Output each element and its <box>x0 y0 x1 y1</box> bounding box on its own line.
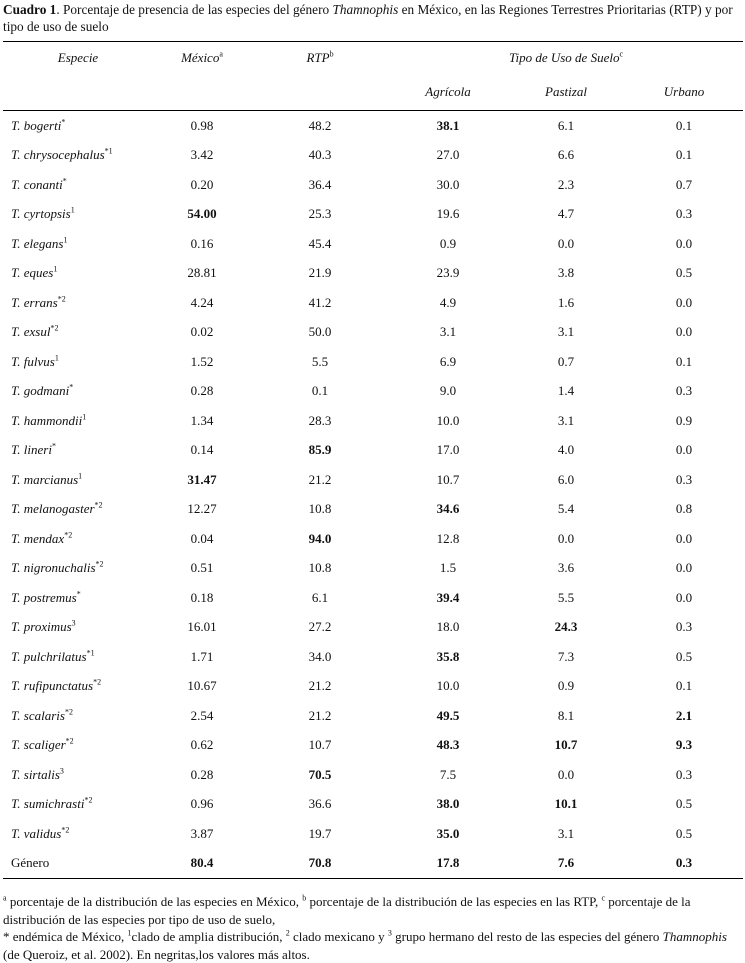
species-name: T. elegans$^1$ <box>11 235 68 251</box>
species-name: T. bogerti* <box>11 117 66 133</box>
cell-agricola: 0.9 <box>439 235 457 251</box>
cell-rtp: 10.8 <box>308 501 332 517</box>
footnote-line-1: $^a$ porcentaje de la distribución de las especies en México, $^b$ porcentaje de la distribución de las especies en las RTP, $^c$ porcentaje de la distribución de las especies por tipo de uso de suelo, <box>3 893 691 927</box>
species-table <box>3 41 743 879</box>
cell-mexico: 0.20 <box>190 176 214 192</box>
cell-urbano: 0.5 <box>675 265 693 281</box>
cell-rtp: 28.3 <box>308 412 332 428</box>
table-row <box>3 259 743 289</box>
table-row <box>3 347 743 377</box>
cell-urbano: 0.5 <box>675 796 693 812</box>
footnote-line-2: * endémica de México, $^1$clado de amplia distribución, $^2$ clado mexicano y $^3$ grupo hermano del resto de las especies del género Thamnophis (de Queroiz, et al. 2002). En negritas,los valores más altos. <box>3 928 727 962</box>
cell-agricola: 38.1 <box>436 117 460 133</box>
cell-agricola: 6.9 <box>439 353 457 369</box>
cell-pastizal: 4.0 <box>557 442 575 458</box>
species-name: Género <box>3 849 153 879</box>
cell-urbano: 0.1 <box>675 353 693 369</box>
species-name: T. eques$^1$ <box>11 264 58 281</box>
species-name: T. mendax$^{*2}$ <box>11 530 73 546</box>
cell-rtp: 36.4 <box>308 176 332 192</box>
cell-rtp: 27.2 <box>308 619 332 635</box>
cell-agricola: 10.0 <box>436 412 460 428</box>
table-row <box>3 495 743 525</box>
species-name: T. cyrtopsis$^1$ <box>11 205 75 222</box>
caption-label: Cuadro 1 <box>3 2 57 17</box>
cell-pastizal: 6.0 <box>557 471 575 487</box>
cell-mexico: 80.4 <box>153 849 251 879</box>
cell-urbano: 0.0 <box>675 294 693 310</box>
cell-pastizal: 2.3 <box>557 176 575 192</box>
table-row <box>3 524 743 554</box>
cell-mexico: 16.01 <box>187 619 217 635</box>
table-row <box>3 583 743 613</box>
cell-mexico: 4.24 <box>190 294 214 310</box>
cell-agricola: 39.4 <box>436 589 460 605</box>
cell-urbano: 0.3 <box>675 206 693 222</box>
cell-mexico: 10.67 <box>187 678 217 694</box>
cell-rtp: 19.7 <box>308 825 332 841</box>
cell-urbano: 0.3 <box>625 849 743 879</box>
header-tipo-uso: Tipo de Uso de Suelo$^c$ <box>389 42 743 75</box>
caption-genus: Thamnophis <box>332 2 399 17</box>
table-row <box>3 642 743 672</box>
table-row <box>3 229 743 259</box>
cell-urbano: 0.1 <box>675 678 693 694</box>
cell-agricola: 10.7 <box>436 471 460 487</box>
cell-agricola: 30.0 <box>436 176 460 192</box>
cell-agricola: 23.9 <box>436 265 460 281</box>
cell-urbano: 0.3 <box>675 383 693 399</box>
cell-urbano: 9.3 <box>675 737 693 753</box>
cell-agricola: 10.0 <box>436 678 460 694</box>
cell-mexico: 3.42 <box>190 147 214 163</box>
header-urbano: Urbano <box>625 74 743 111</box>
cell-mexico: 3.87 <box>190 825 214 841</box>
species-name: T. scaliger$^{*2}$ <box>11 736 74 753</box>
table-row <box>3 200 743 230</box>
cell-mexico: 31.47 <box>187 471 217 487</box>
cell-mexico: 0.62 <box>190 737 214 753</box>
cell-agricola: 17.0 <box>436 442 460 458</box>
footnotes <box>3 893 743 963</box>
cell-rtp: 21.2 <box>308 707 332 723</box>
cell-urbano: 2.1 <box>675 707 693 723</box>
header-rtp: RTP$^b$ <box>251 42 389 75</box>
cell-pastizal: 3.8 <box>557 265 575 281</box>
cell-rtp: 85.9 <box>308 442 332 458</box>
table-row <box>3 760 743 790</box>
cell-pastizal: 0.0 <box>557 235 575 251</box>
cell-rtp: 70.8 <box>251 849 389 879</box>
cell-urbano: 0.3 <box>675 471 693 487</box>
cell-mexico: 0.96 <box>190 796 214 812</box>
cell-agricola: 19.6 <box>436 206 460 222</box>
cell-agricola: 1.5 <box>439 560 457 576</box>
caption-text-2: en México, en las Regiones Terrestres Prioritarias (RTP) y por tipo de uso de suelo <box>3 2 733 34</box>
cell-urbano: 0.1 <box>675 147 693 163</box>
species-name: T. godmani* <box>11 382 74 399</box>
cell-rtp: 6.1 <box>311 589 329 605</box>
header-pastizal: Pastizal <box>507 74 625 111</box>
cell-urbano: 0.5 <box>675 648 693 664</box>
table-row <box>3 701 743 731</box>
cell-mexico: 0.98 <box>190 117 214 133</box>
cell-urbano: 0.0 <box>675 442 693 458</box>
cell-pastizal: 3.1 <box>557 324 575 340</box>
cell-mexico: 12.27 <box>187 501 217 517</box>
table-row <box>3 170 743 200</box>
species-name: T. sirtalis$^3$ <box>11 766 64 782</box>
species-name: T. lineri* <box>11 441 56 458</box>
cell-mexico: 1.71 <box>190 648 214 664</box>
cell-mexico: 0.28 <box>190 766 214 782</box>
cell-pastizal: 7.6 <box>507 849 625 879</box>
species-name: T. melanogaster$^{*2}$ <box>11 500 103 517</box>
cell-mexico: 0.28 <box>190 383 214 399</box>
cell-mexico: 1.52 <box>190 353 214 369</box>
cell-rtp: 36.6 <box>308 796 332 812</box>
cell-mexico: 0.18 <box>190 589 214 605</box>
cell-mexico: 54.00 <box>187 206 217 222</box>
cell-pastizal: 7.3 <box>557 648 575 664</box>
cell-rtp: 25.3 <box>308 206 332 222</box>
caption-text-1: . Porcentaje de presencia de las especies del género <box>56 2 333 17</box>
species-name: T. postremus* <box>11 589 81 605</box>
cell-pastizal: 3.6 <box>557 560 575 576</box>
cell-rtp: 41.2 <box>308 294 332 310</box>
table-row <box>3 613 743 643</box>
table-row <box>3 790 743 820</box>
table-row <box>3 672 743 702</box>
cell-agricola: 27.0 <box>436 147 460 163</box>
cell-agricola: 12.8 <box>436 530 460 546</box>
table-row <box>3 849 743 879</box>
cell-pastizal: 1.4 <box>557 383 575 399</box>
table-row <box>3 141 743 171</box>
cell-rtp: 21.9 <box>308 265 332 281</box>
cell-rtp: 21.2 <box>308 471 332 487</box>
table-row <box>3 436 743 466</box>
cell-urbano: 0.3 <box>675 766 693 782</box>
species-name: T. nigronuchalis$^{*2}$ <box>11 559 104 576</box>
cell-agricola: 9.0 <box>439 383 457 399</box>
species-name: T. exsul$^{*2}$ <box>11 323 59 340</box>
cell-agricola: 48.3 <box>436 737 460 753</box>
cell-pastizal: 0.0 <box>557 530 575 546</box>
table-row <box>3 318 743 348</box>
table-row <box>3 731 743 761</box>
table-row <box>3 288 743 318</box>
cell-urbano: 0.5 <box>675 825 693 841</box>
table-row <box>3 465 743 495</box>
cell-rtp: 50.0 <box>308 324 332 340</box>
cell-urbano: 0.0 <box>675 589 693 605</box>
table-caption <box>3 1 743 35</box>
cell-pastizal: 10.7 <box>554 737 578 753</box>
cell-agricola: 35.0 <box>436 825 460 841</box>
cell-agricola: 38.0 <box>436 796 460 812</box>
cell-rtp: 5.5 <box>311 353 329 369</box>
cell-urbano: 0.8 <box>675 501 693 517</box>
cell-agricola: 34.6 <box>436 501 460 517</box>
cell-rtp: 10.8 <box>308 560 332 576</box>
cell-rtp: 0.1 <box>311 383 329 399</box>
cell-mexico: 0.02 <box>190 324 214 340</box>
table-body <box>3 111 743 879</box>
cell-rtp: 34.0 <box>308 648 332 664</box>
cell-urbano: 0.0 <box>675 324 693 340</box>
cell-pastizal: 6.1 <box>557 117 575 133</box>
table-row <box>3 406 743 436</box>
cell-rtp: 10.7 <box>308 737 332 753</box>
cell-agricola: 4.9 <box>439 294 457 310</box>
cell-urbano: 0.7 <box>675 176 693 192</box>
species-name: T. sumichrasti$^{*2}$ <box>11 795 93 812</box>
species-name: T. rufipunctatus$^{*2}$ <box>11 677 102 694</box>
cell-pastizal: 0.0 <box>557 766 575 782</box>
cell-pastizal: 8.1 <box>557 707 575 723</box>
cell-agricola: 7.5 <box>439 766 457 782</box>
species-name: T. hammondii$^1$ <box>11 412 87 428</box>
cell-urbano: 0.0 <box>675 530 693 546</box>
species-name: T. conanti* <box>11 176 67 192</box>
table-row <box>3 111 743 141</box>
cell-pastizal: 4.7 <box>557 206 575 222</box>
species-name: T. chrysocephalus$^{*1}$ <box>11 146 113 163</box>
cell-agricola: 18.0 <box>436 619 460 635</box>
table-row <box>3 377 743 407</box>
species-name: T. proximus$^3$ <box>11 618 76 635</box>
cell-agricola: 17.8 <box>389 849 507 879</box>
table-row <box>3 819 743 849</box>
cell-pastizal: 5.4 <box>557 501 575 517</box>
cell-mexico: 0.14 <box>190 442 214 458</box>
cell-pastizal: 3.1 <box>557 412 575 428</box>
species-name: T. validus$^{*2}$ <box>11 825 70 841</box>
header-especie: Especie <box>3 42 153 75</box>
cell-mexico: 0.04 <box>190 530 214 546</box>
cell-rtp: 70.5 <box>308 766 332 782</box>
header-agricola: Agrícola <box>389 74 507 111</box>
table-row <box>3 554 743 584</box>
cell-pastizal: 6.6 <box>557 147 575 163</box>
cell-mexico: 0.51 <box>190 560 214 576</box>
species-name: T. errans$^{*2}$ <box>11 294 66 310</box>
cell-mexico: 28.81 <box>187 265 217 281</box>
cell-pastizal: 10.1 <box>554 796 578 812</box>
cell-urbano: 0.0 <box>675 235 693 251</box>
cell-agricola: 3.1 <box>439 324 457 340</box>
cell-urbano: 0.0 <box>675 560 693 576</box>
cell-rtp: 21.2 <box>308 678 332 694</box>
header-mexico: México$^a$ <box>153 42 251 75</box>
cell-pastizal: 0.9 <box>557 678 575 694</box>
cell-pastizal: 1.6 <box>557 294 575 310</box>
cell-rtp: 45.4 <box>308 235 332 251</box>
cell-pastizal: 5.5 <box>557 589 575 605</box>
cell-rtp: 40.3 <box>308 147 332 163</box>
cell-rtp: 48.2 <box>308 117 332 133</box>
species-name: T. pulchrilatus$^{*1}$ <box>11 648 95 664</box>
cell-urbano: 0.9 <box>675 412 693 428</box>
cell-mexico: 1.34 <box>190 412 214 428</box>
cell-pastizal: 0.7 <box>557 353 575 369</box>
cell-urbano: 0.3 <box>675 619 693 635</box>
cell-agricola: 35.8 <box>436 648 460 664</box>
species-name: T. scalaris$^{*2}$ <box>11 707 73 723</box>
cell-rtp: 94.0 <box>308 530 332 546</box>
cell-pastizal: 24.3 <box>554 619 578 635</box>
species-name: T. fulvus$^1$ <box>11 353 59 369</box>
cell-pastizal: 3.1 <box>557 825 575 841</box>
cell-mexico: 2.54 <box>190 707 214 723</box>
species-name: T. marcianus$^1$ <box>11 471 83 487</box>
cell-urbano: 0.1 <box>675 117 693 133</box>
cell-mexico: 0.16 <box>190 235 214 251</box>
cell-agricola: 49.5 <box>436 707 460 723</box>
